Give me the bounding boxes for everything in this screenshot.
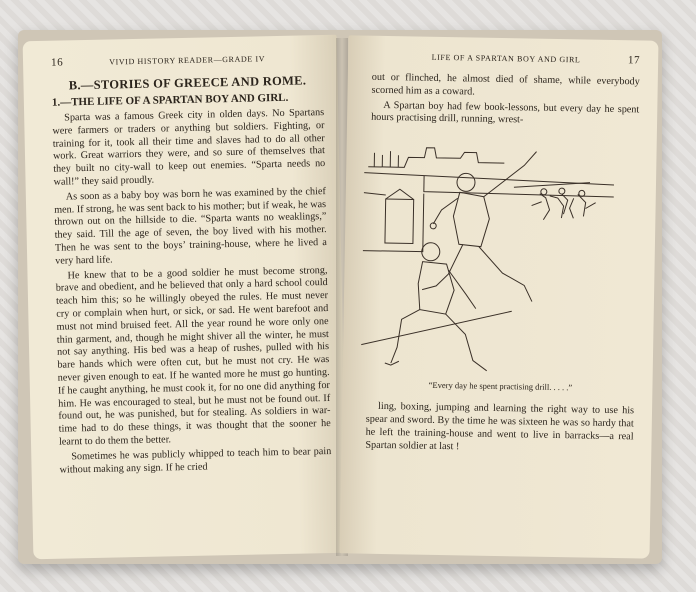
right-running-head bbox=[372, 50, 640, 67]
running-head-text-left: VIVID HISTORY READER—GRADE IV bbox=[109, 53, 266, 67]
left-page bbox=[23, 35, 348, 559]
running-head-text-right: LIFE OF A SPARTAN BOY AND GIRL bbox=[431, 52, 581, 64]
page-number-left: 16 bbox=[50, 56, 64, 69]
left-running-head bbox=[51, 51, 323, 69]
open-book bbox=[18, 30, 662, 564]
paragraph: As soon as a baby boy was born he was examined by the chief men. If strong, he was sent back to his mother; but if weak, he was thrown out on the hillside to die. “Sparta wants no weaklings,” they said. Till the age of seven, the boy lived with his mother. Then he was sent to the boys’ training-house, where he lived a very hard life. bbox=[54, 185, 328, 267]
paragraph: A Spartan boy had few book-lessons, but every day he spent hours practising drill, running, wrest- bbox=[371, 99, 640, 126]
spartan-drill-illustration bbox=[360, 133, 636, 398]
paragraph: Sparta was a famous Greek city in olden days. No Spartans were farmers or traders or anything but soldiers. Fighting, or training for it, took all their time and slaves had to do all other work. Great warriors they were, and so sure of themselves that they built no city-wall to keep out enemies. “Sparta needs no wall!” they said proudly. bbox=[52, 107, 326, 188]
lesson-title: 1.—THE LIFE OF A SPARTAN BOY AND GIRL. bbox=[51, 91, 289, 109]
paragraph: ling, boxing, jumping and learning the right way to use his spear and sword. By the time he was sixteen he was so hardy that he left the training-house and went to live in barracks—a real Spartan soldier at last ! bbox=[365, 401, 635, 452]
page-number-right: 17 bbox=[627, 54, 641, 67]
section-title: B.—STORIES OF GREECE AND ROME. bbox=[68, 73, 307, 93]
paragraph: out or flinched, he almost died of shame, while everybody scorned him as a coward. bbox=[371, 71, 640, 98]
illustration-caption: “Every day he spent practising drill. . . . .” bbox=[428, 379, 573, 393]
paragraph: Sometimes he was publicly whipped to teach him to bear pain without making any sign. If he cried bbox=[59, 445, 332, 476]
drill-drawing bbox=[360, 133, 636, 398]
right-page bbox=[340, 35, 659, 558]
paragraph: He knew that to be a good soldier he must become strong, brave and obedient, and he believed that only a hard school could teach him this; so he willingly obeyed the rules. He must never cry or complain when hurt, or sick, or sad. He went barefoot and must not mind bruised feet. All the year round he wore only one thin garment, and, though he might shiver all the winter, he must not say anything. His bed was a heap of rushes, pulled with his bare hands which were often cut, but he must not cry. He was never given enough to eat. If he wanted more he must go hunting. If he caught anything, he must cook it, for no one did anything for him. He was encouraged to steal, but he must not be found out. If found out, he was punished, but for stealing. As soldiers in war-time had to do these things, it was thought that the sooner he learnt to do them the better. bbox=[55, 264, 331, 448]
